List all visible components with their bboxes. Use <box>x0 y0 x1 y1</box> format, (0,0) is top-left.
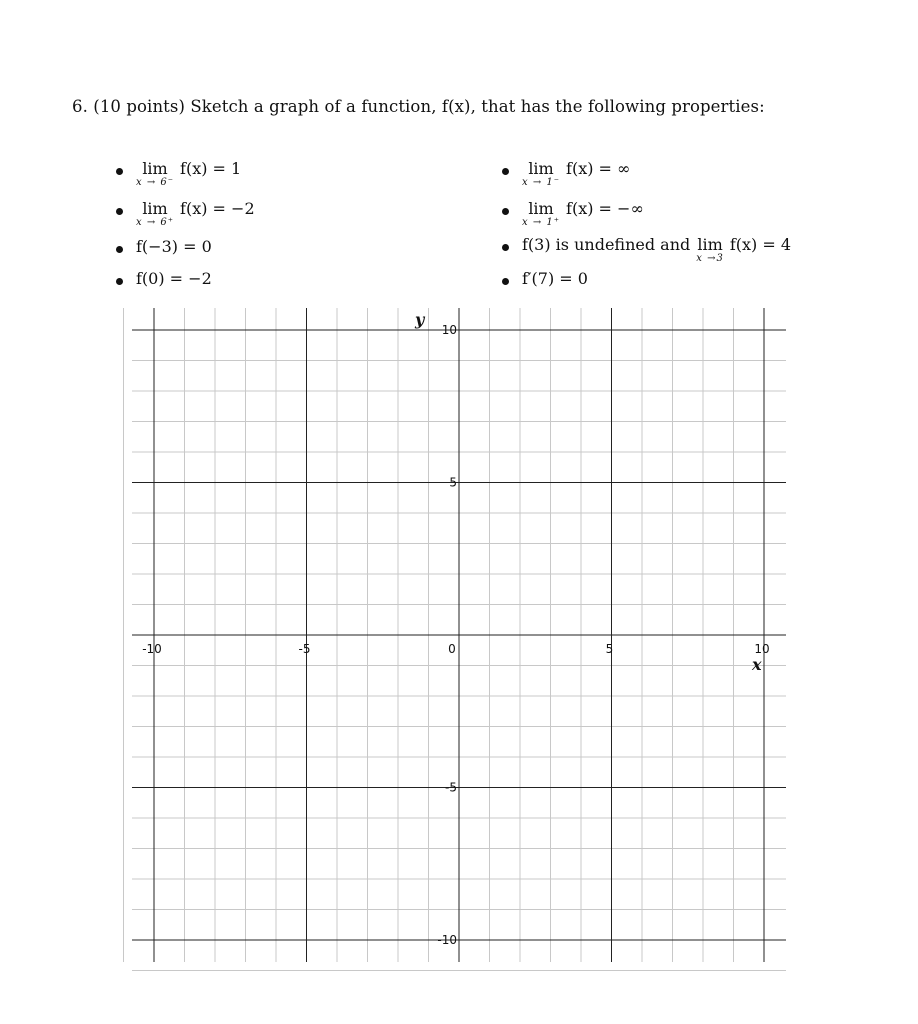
y-tick-label: -5 <box>445 780 457 795</box>
x-axis-name: x <box>752 655 762 674</box>
x-tick-label: -5 <box>298 642 311 656</box>
y-axis-name: y <box>415 310 425 329</box>
property-expression: f(−3) = 0 <box>136 237 212 256</box>
minor-grid-lines <box>124 308 787 971</box>
property-expression: f(x) = ∞ <box>566 159 631 178</box>
x-tick-label: -10 <box>142 642 162 656</box>
y-tick-label: -10 <box>437 933 457 947</box>
property-expression: f(x) = −2 <box>180 199 255 218</box>
x-tick-label: 0 <box>448 642 456 656</box>
property-expression: f(x) = −∞ <box>566 199 644 218</box>
limit-operator: lim x →3 <box>696 235 724 264</box>
property-prefix-text: f(3) is undefined and <box>522 235 691 254</box>
limit-operator: lim x → 6⁻ <box>136 159 175 188</box>
x-tick-label: 5 <box>605 642 614 656</box>
y-tick-label: 5 <box>449 475 457 490</box>
x-tick-label: 10 <box>754 642 770 656</box>
limit-operator: lim x → 1⁺ <box>522 199 561 228</box>
limit-operator: lim x → 6⁺ <box>136 199 175 228</box>
property-expression: f(x) = 4 <box>729 235 792 254</box>
major-grid-lines <box>132 308 786 962</box>
property-expression: f′(7) = 0 <box>522 269 588 288</box>
question-text: 6. (10 points) Sketch a graph of a function, f(x), that has the following properties: <box>72 97 765 116</box>
limit-operator: lim x → 1⁻ <box>522 159 561 188</box>
property-expression: f(0) = −2 <box>136 269 212 288</box>
y-tick-label: 10 <box>441 323 457 337</box>
property-expression: f(x) = 1 <box>180 159 242 178</box>
